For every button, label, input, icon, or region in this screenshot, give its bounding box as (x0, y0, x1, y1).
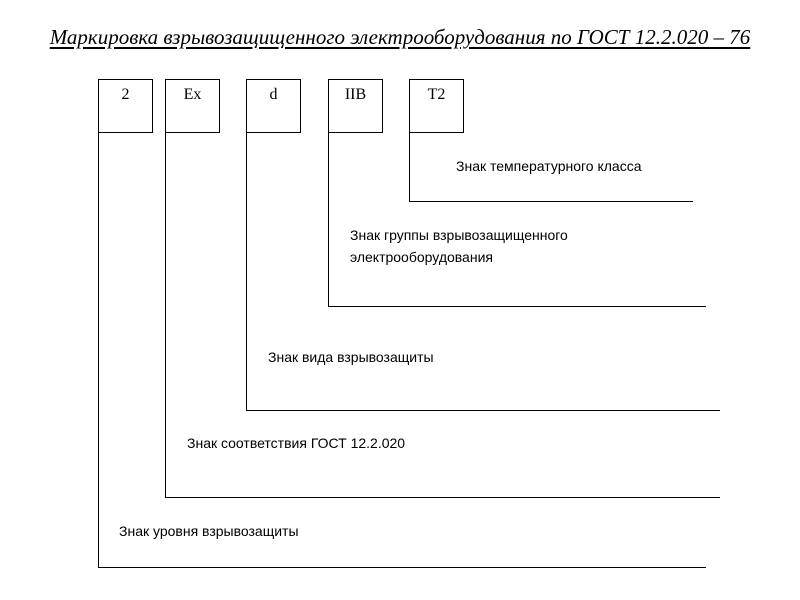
protection-type-connector-vertical (246, 133, 247, 410)
group-label-line-2: электрооборудования (350, 249, 493, 265)
group-label-line-1: Знак группы взрывозащищенного (350, 227, 568, 243)
code-box-group: IIB (328, 79, 383, 133)
level-label: Знак уровня взрывозащиты (119, 523, 299, 539)
temperature-connector-horizontal (409, 201, 693, 202)
level-connector-vertical (98, 133, 99, 567)
temperature-connector-vertical (409, 133, 410, 201)
group-connector-horizontal (328, 306, 706, 307)
code-box-temperature: T2 (409, 79, 464, 133)
ex-connector-vertical (165, 133, 166, 497)
group-connector-vertical (328, 133, 329, 306)
temperature-label: Знак температурного класса (456, 158, 642, 174)
ex-connector-horizontal (165, 497, 720, 498)
code-box-level: 2 (98, 79, 153, 133)
code-box-protection-type: d (246, 79, 301, 133)
protection-type-label: Знак вида взрывозащиты (268, 349, 434, 365)
ex-label: Знак соответствия ГОСТ 12.2.020 (187, 435, 406, 451)
code-box-ex: Ex (165, 79, 220, 133)
protection-type-connector-horizontal (246, 410, 720, 411)
diagram-title: Маркировка взрывозащищенного электрооборудования по ГОСТ 12.2.020 – 76 (49, 25, 751, 49)
level-connector-horizontal (98, 567, 706, 568)
